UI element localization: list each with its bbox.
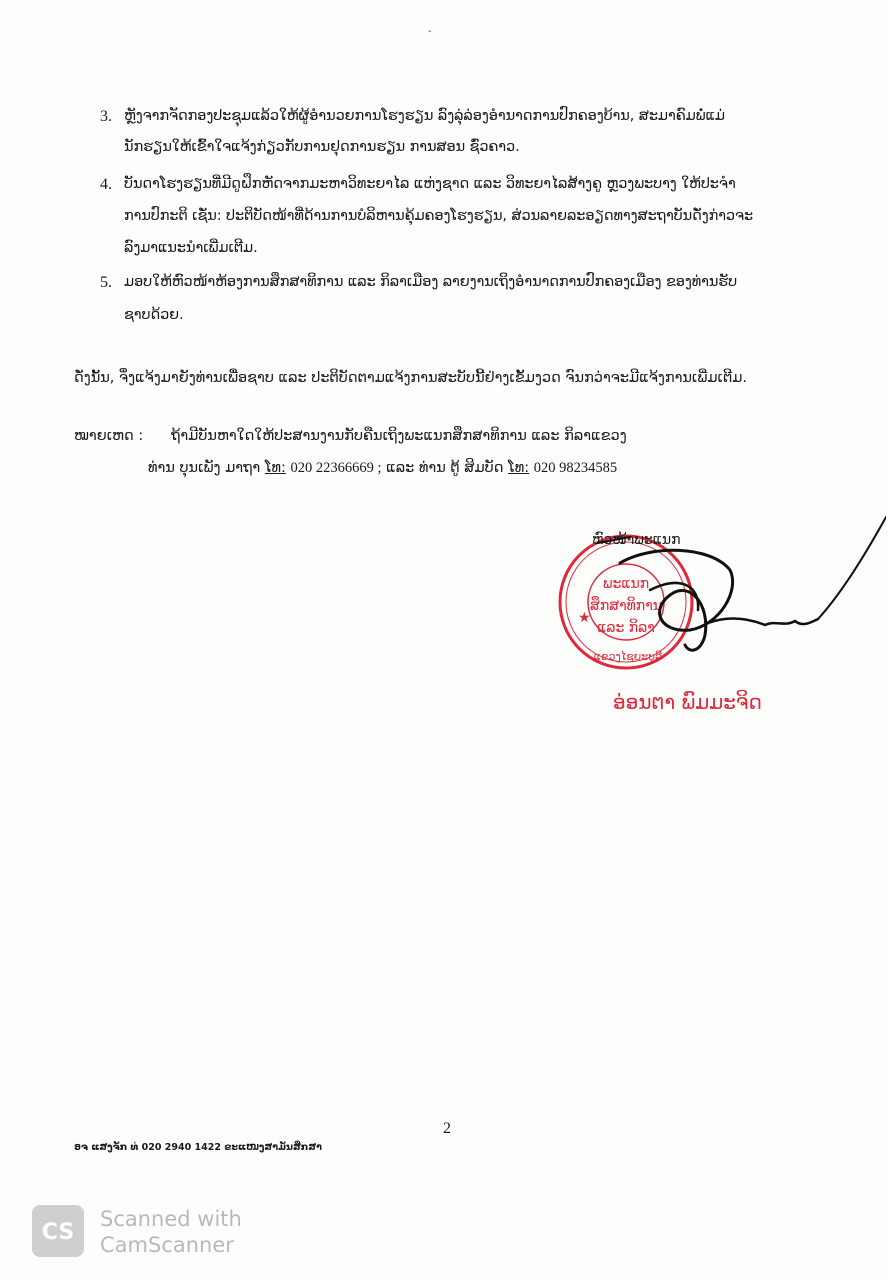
logo-text: CS [41, 1220, 75, 1245]
stamp-line: ແລະ ກິລາ [597, 620, 655, 636]
list-item-line: ຊາບດ້ວຍ. [124, 307, 184, 323]
list-item-line: ບັນດາໂຮງຮຽນທີ່ມີດູຝຶກຫັດຈາກມະຫາວິທະຍາໄລ ແຫ່ງຊາດ ແລະ ວິທະຍາໄລສ້າງຄູ ຫຼວງພະບາງ ໃຫ້ປະຈຳ [124, 176, 736, 192]
note-text: ຖ້າມີບັນຫາໃດໃຫ້ປະສານງານກັບຄືນເຖິງພະແນກສຶກສາທິການ ແລະ ກິລາແຂວງ [171, 428, 627, 444]
note-contacts [148, 460, 617, 477]
contact-name: ແລະ ທ່ານ ຕູ້ ສິມບັດ [386, 460, 504, 476]
watermark-text [100, 1206, 242, 1258]
footer-note: ອຈ ແສງຈັກ ທ່ 020 2940 1422 ຂະແໜງສາມັນສຶກສາ [74, 1142, 322, 1153]
list-item-line: ນັກຮຽນໃຫ້ເຂົ້າໃຈແຈ້ງກ່ຽວກັບການຢຸດການຮຽນ ການສອນ ຊົ່ວຄາວ. [124, 139, 520, 155]
contact-phone: 020 98234585 [533, 460, 618, 476]
handwritten-signature [590, 515, 886, 665]
stamp-line: ພະແນກ [602, 576, 650, 592]
tel-label: ໂທ: [508, 460, 530, 476]
list-number: 5. [100, 274, 112, 291]
watermark-line: CamScanner [100, 1233, 234, 1257]
list-number: 3. [100, 108, 112, 125]
stamp-line: ສຶກສາທິການ [590, 598, 662, 614]
list-item-line: ການປົກະຕິ ເຊັ່ນ: ປະຕິບັດໜ້າທີ່ດ້ານການບໍລິຫານຄຸ້ມຄອງໂຮງຮຽນ, ສ່ວນລາຍລະອຽດທາງສະຖາບັນດັ່ງກ່າວຈະ [124, 208, 754, 224]
signatory-name: ອ່ອນຕາ ພົມມະຈິດ [613, 690, 762, 714]
list-number: 4. [100, 176, 112, 193]
tel-label: ໂທ: [264, 460, 286, 476]
svg-text:★: ★ [578, 610, 591, 626]
top-mark: - [428, 26, 432, 37]
list-item-line: ລົງມາແນະນຳເພີ່ມເຕີມ. [124, 240, 258, 256]
list-item-line: ມອບໃຫ້ຫົວໜ້າຫ້ອງການສຶກສາທິການ ແລະ ກິລາເມືອງ ລາຍງານເຖິງອຳນາດການປົກຄອງເມືອງ ຂອງທ່ານຮັບ [124, 274, 738, 290]
watermark-line: Scanned with [100, 1207, 242, 1231]
signatory-title: ຫົວໜ້າພະແນກ [592, 532, 681, 548]
closing-paragraph: ດັ່ງນັ້ນ, ຈຶ່ງແຈ້ງມາຍັງທ່ານເພື່ອຊາບ ແລະ ປະຕິບັດຕາມແຈ້ງການສະບັບນີ້ຢ່າງເຂັ້ມງວດ ຈົນກວ່າຈະມີແຈ້ງການເພີ່ມເຕີມ. [74, 370, 748, 386]
camscanner-logo-icon [30, 1203, 86, 1259]
contact-name: ທ່ານ ບຸນເພັງ ມາຖາ [148, 460, 261, 476]
list-item-line: ຫຼັງຈາກຈັດກອງປະຊຸມແລ້ວໃຫ້ຜູ້ອຳນວຍການໂຮງຮຽນ ລົງລຸ່ລ່ອງອຳນາດການປົກຄອງບ້ານ, ສະມາຄົມພໍ່ແມ່ [124, 108, 726, 124]
note-label: ໝາຍເຫດ : [74, 428, 144, 444]
contact-phone: 020 22366669 ; [290, 460, 382, 476]
page-number: 2 [443, 1120, 451, 1137]
stamp-bottom-text: ແຂວງໄຊຍະບູລີ [593, 650, 663, 663]
